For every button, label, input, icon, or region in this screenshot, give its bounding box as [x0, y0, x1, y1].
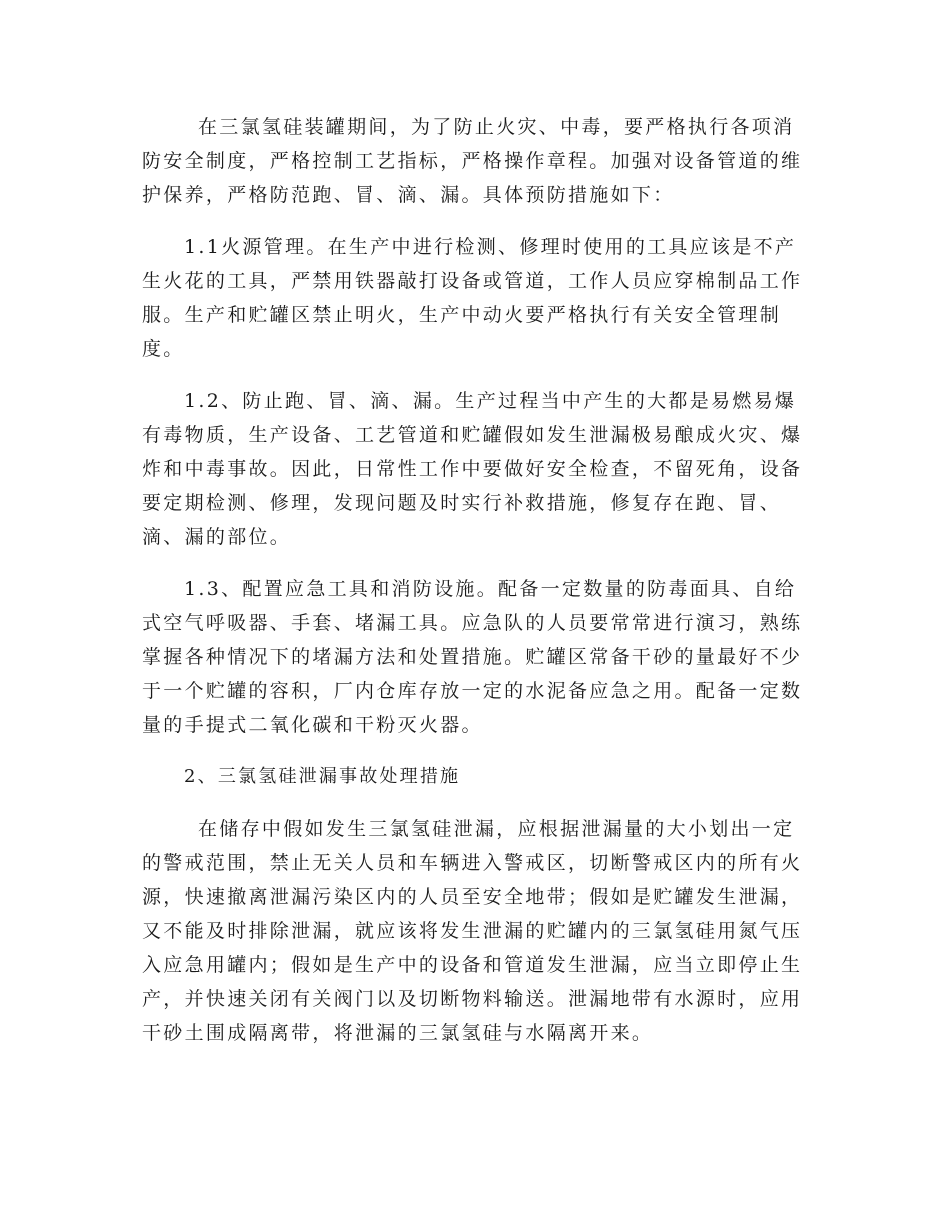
section-2-paragraph: 在储存中假如发生三氯氢硅泄漏，应根据泄漏量的大小划出一定的警戒范围，禁止无关人员和车辆进入警戒区，切断警戒区内的所有火源，快速撤离泄漏污染区内的人员至安全地带；假如是贮罐发生泄漏，又不能及时排除泄漏，就应该将发生泄漏的贮罐内的三氯氢硅用氮气压入应急用罐内；假如是生产中的设备和管道发生泄漏，应当立即停止生产，并快速关闭有关阀门以及切断物料输送。泄漏地带有水源时，应用干砂土围成隔离带，将泄漏的三氯氢硅与水隔离开来。	[142, 818, 803, 1044]
section-2-heading: 2、三氯氢硅泄漏事故处理措施	[184, 766, 461, 787]
section-1-2-paragraph: 1.2、防止跑、冒、滴、漏。生产过程当中产生的大都是易燃易爆有毒物质，生产设备、工艺管道和贮罐假如发生泄漏极易酿成火灾、爆炸和中毒事故。因此，日常性工作中要做好安全检查，不留死角，设备要定期检测、修理，发现问题及时实行补救措施，修复存在跑、冒、滴、漏的部位。	[142, 390, 803, 548]
section-1-3-paragraph: 1.3、配置应急工具和消防设施。配备一定数量的防毒面具、自给式空气呼吸器、手套、堵漏工具。应急队的人员要常常进行演习，熟练掌握各种情况下的堵漏方法和处置措施。贮罐区常备干砂的量最好不少于一个贮罐的容积，厂内仓库存放一定的水泥备应急之用。配备一定数量的手提式二氧化碳和干粉灭火器。	[142, 578, 803, 736]
intro-paragraph: 在三氯氢硅装罐期间，为了防止火灾、中毒，要严格执行各项消防安全制度，严格控制工艺指标，严格操作章程。加强对设备管道的维护保养，严格防范跑、冒、滴、漏。具体预防措施如下：	[142, 116, 803, 206]
section-1-1-paragraph: 1.1火源管理。在生产中进行检测、修理时使用的工具应该是不产生火花的工具，严禁用铁器敲打设备或管道，工作人员应穿棉制品工作服。生产和贮罐区禁止明火，生产中动火要严格执行有关安全管理制度。	[142, 236, 803, 360]
document-page	[142, 110, 808, 1068]
